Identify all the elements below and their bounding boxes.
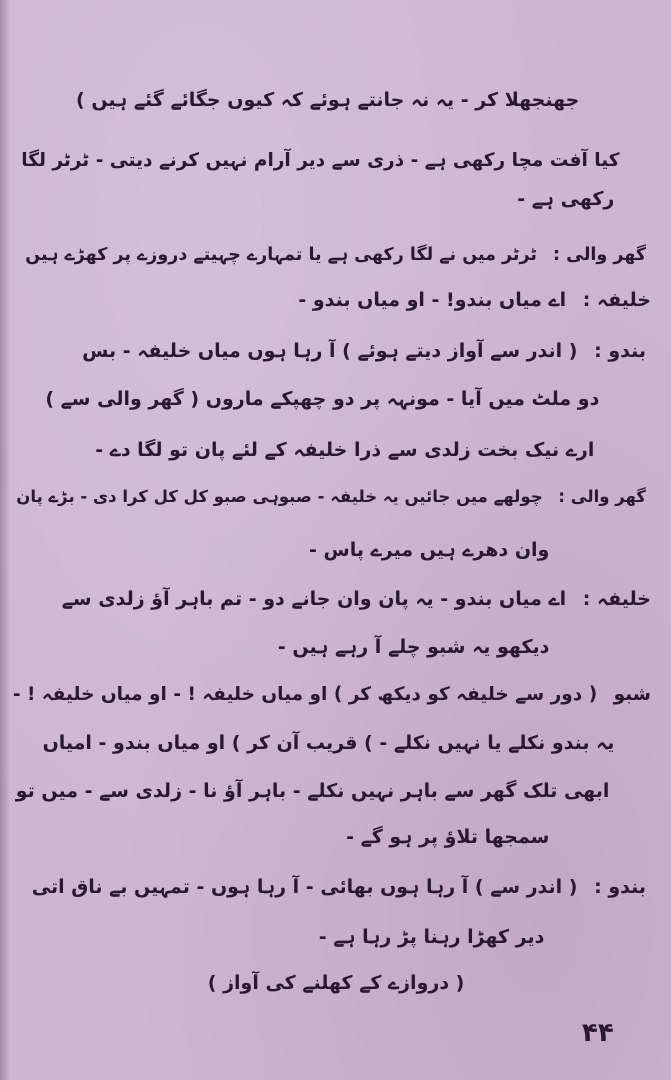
speaker-name: بندو : xyxy=(594,876,646,898)
speech-text: ( دور سے خلیفہ کو دیکھ کر ) او میاں خلیفہ ! - او میاں خلیفہ ! - xyxy=(12,684,598,705)
speech-text: کیا آفت مچا رکھی ہے - ذری سے دیر آرام نہیں کرنے دیتی - ٹرٹر لگا xyxy=(21,150,620,171)
script-line xyxy=(43,728,631,758)
speech-text: ٹرٹر میں نے لگا رکھی ہے یا تمہارے چہیتے دروزے پر کھڑے ہیں xyxy=(25,245,537,265)
script-line xyxy=(16,776,626,806)
speaker-name: خلیفہ : xyxy=(582,588,651,610)
speech-text: رکھی ہے - xyxy=(517,188,615,210)
speaker-name: خلیفہ : xyxy=(582,289,651,311)
speaker-name: گھر والی : xyxy=(553,245,646,265)
script-line xyxy=(319,922,561,952)
speech-text: ( اندر سے آواز دیتے ہوئے ) آ رہا ہوں میاں خلیفہ - بس xyxy=(82,340,578,362)
speaker-name: شبو xyxy=(613,684,651,705)
script-line xyxy=(82,336,646,366)
page-number: ۴۴ xyxy=(582,1018,614,1048)
speech-text: سمجھا تلاؤ پر ہو گے - xyxy=(346,826,550,848)
speech-text: اے میاں بندو! - او میاں بندو - xyxy=(298,289,567,311)
script-line xyxy=(16,482,646,512)
script-line xyxy=(21,146,636,176)
speech-text: ابھی تلک گھر سے باہر نہیں نکلے - باہر آؤ نا - زلدی سے - میں تو xyxy=(15,780,610,802)
script-line xyxy=(298,285,651,315)
script-line xyxy=(45,384,616,414)
speaker-name: بندو : xyxy=(594,340,646,362)
speech-text: ( دروازے کے کھلنے کی آواز ) xyxy=(207,972,465,994)
speech-text: وان دھرے ہیں میرے پاس - xyxy=(309,539,550,561)
speech-text: جھنجھلا کر - یہ نہ جانتے ہوئے کہ کیوں جگائے گئے ہیں ) xyxy=(76,89,580,111)
script-line xyxy=(95,435,611,465)
script-line xyxy=(13,680,651,710)
script-line xyxy=(76,85,596,115)
speech-text: یہ بندو نکلے یا نہیں نکلے - ) قریب آن کر ) او میاں بندو - امیاں xyxy=(42,732,615,754)
script-line xyxy=(517,184,631,214)
speech-text: ( اندر سے ) آ رہا ہوں بھائی - آ رہا ہوں - تمہیں بے ناق اتی xyxy=(31,876,578,898)
script-line xyxy=(32,872,646,902)
speech-text: ارے نیک بخت زلدی سے ذرا خلیفہ کے لئے پان تو لگا دے - xyxy=(95,439,595,461)
speech-text: اے میاں بندو - یہ پان وان جانے دو - تم باہر آؤ زلدی سے xyxy=(61,588,567,610)
script-line xyxy=(309,535,566,565)
speech-text: چولھے میں جائیں یہ خلیفہ - صبوہی صبو کل کل کرا دی - بڑے پان xyxy=(16,487,543,506)
script-line xyxy=(346,822,566,852)
script-line xyxy=(25,240,646,270)
speech-text: دیر کھڑا رہنا پڑ رہا ہے - xyxy=(318,926,545,948)
speech-text: دیکھو یہ شبو چلے آ رہے ہیں - xyxy=(277,636,550,658)
speaker-name: گھر والی : xyxy=(558,487,646,506)
stage-direction xyxy=(208,968,481,998)
script-line xyxy=(62,584,651,614)
script-line xyxy=(278,632,566,662)
speech-text: دو ملٹ میں آیا - مونہہ پر دو چھپکے ماروں ( گھر والی سے ) xyxy=(45,388,600,410)
